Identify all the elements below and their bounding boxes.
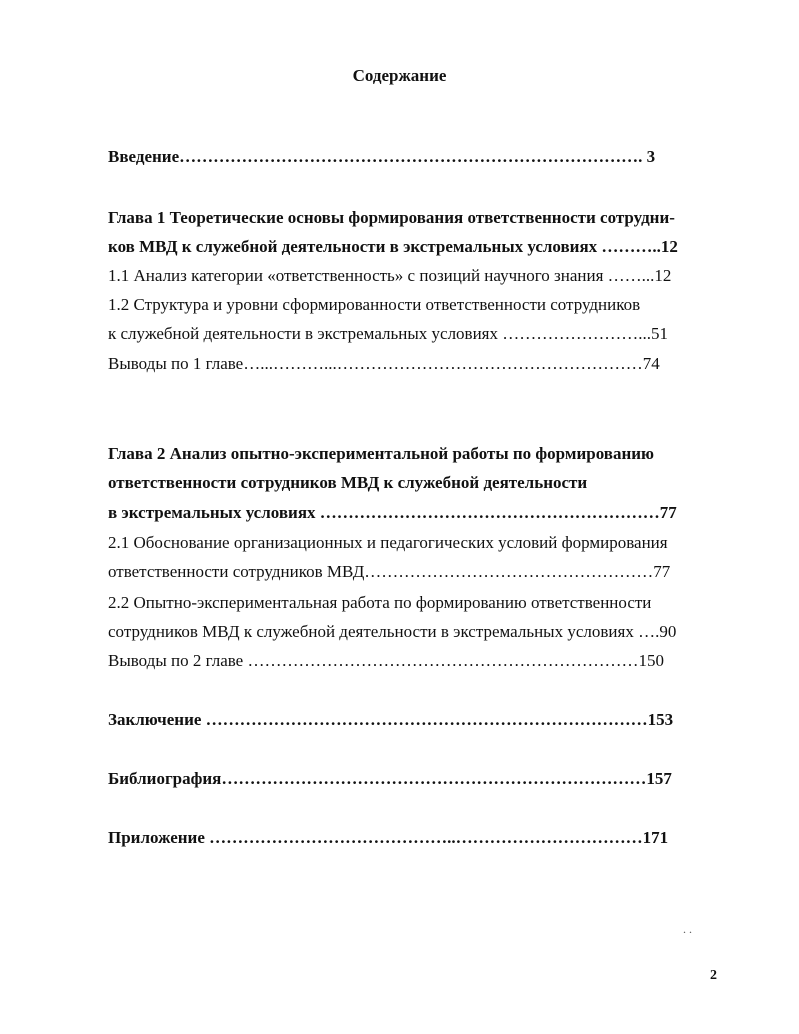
toc-section-1-2-cont: к служебной деятельности в экстремальных условиях ……………………...51 (108, 324, 668, 343)
toc-bibliography: Библиография…………………………………………………………………157 (108, 769, 672, 788)
toc-section-2-2: 2.2 Опытно-экспериментальная работа по формированию ответственности (108, 593, 652, 612)
toc-section-1-2: 1.2 Структура и уровни сформированности ответственности сотрудников (108, 295, 641, 314)
toc-conclusion: Заключение ……………………………………………………………………153 (108, 710, 674, 729)
scan-marks: . . (683, 922, 692, 936)
toc-chapter-2-title-cont-2: в экстремальных условиях ……………………………………………………77 (108, 503, 677, 522)
toc-chapter-1-title: Глава 1 Теоретические основы формирования ответственности сотрудни- (108, 208, 675, 227)
page-title: Содержание (352, 66, 447, 85)
page-number: 2 (710, 968, 717, 983)
toc-chapter-1-conclusions: Выводы по 1 главе…...………...………………………………………………74 (108, 354, 660, 373)
toc-section-1-1: 1.1 Анализ категории «ответственность» с позиций научного знания ……...12 (108, 266, 672, 285)
toc-appendix: Приложение ……………………………………..……………………………171 (108, 828, 669, 847)
toc-chapter-2-title: Глава 2 Анализ опытно-экспериментальной работы по формированию (108, 444, 655, 463)
toc-chapter-2-title-cont: ответственности сотрудников МВД к служебной деятельности (108, 473, 588, 492)
toc-section-2-1: 2.1 Обоснование организационных и педагогических условий формирования (108, 533, 668, 552)
toc-introduction: Введение………………………………………………………………………. 3 (108, 147, 656, 166)
toc-chapter-1-title-cont: ков МВД к служебной деятельности в экстремальных условиях ………..12 (108, 237, 678, 256)
toc-chapter-2-conclusions: Выводы по 2 главе ……………………………………………………………150 (108, 651, 664, 670)
toc-section-2-1-cont: ответственности сотрудников МВД……………………………………………77 (108, 562, 671, 581)
toc-section-2-2-cont: сотрудников МВД к служебной деятельности в экстремальных условиях ….90 (108, 622, 677, 641)
